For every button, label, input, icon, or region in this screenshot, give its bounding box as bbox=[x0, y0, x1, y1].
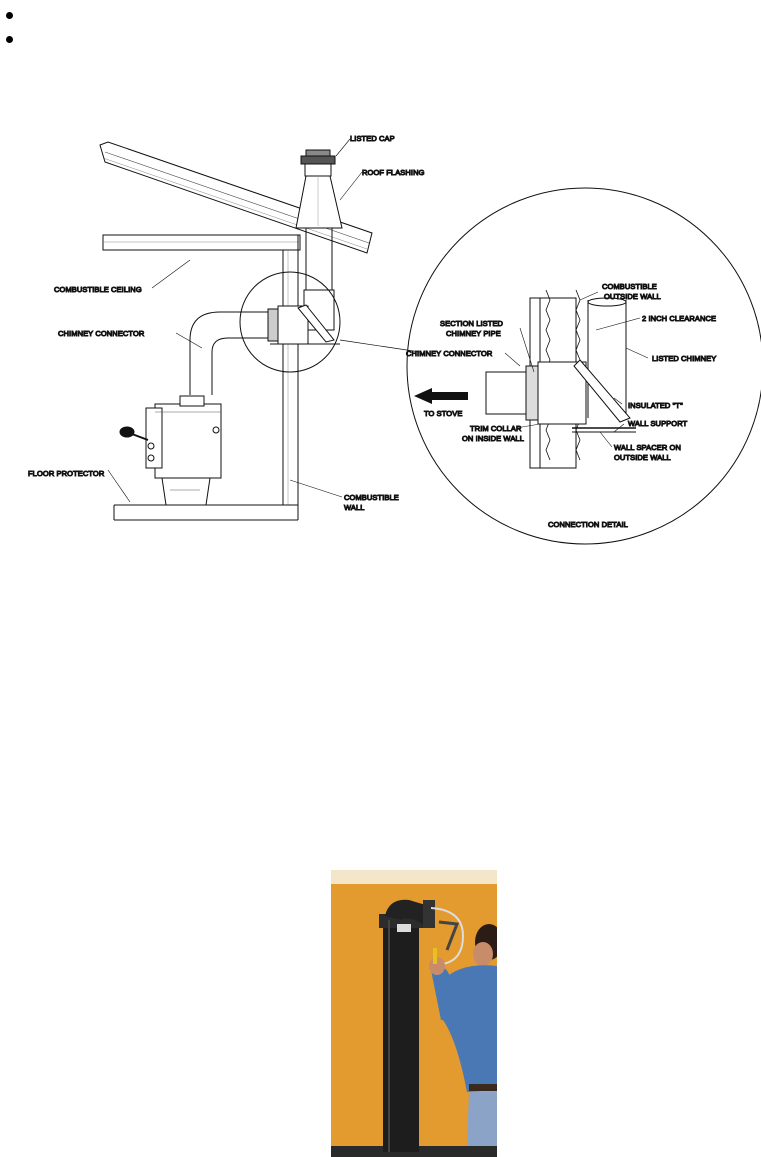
label-floor-protector: FLOOR PROTECTOR bbox=[28, 469, 105, 478]
label-combustible-outside-wall: OUTSIDE WALL bbox=[604, 292, 661, 301]
label-roof-flashing: ROOF FLASHING bbox=[362, 168, 425, 177]
label-section-listed: SECTION LISTED bbox=[440, 319, 504, 328]
label-combustible-wall: COMBUSTIBLE bbox=[344, 493, 399, 502]
label-combustible-ceiling: COMBUSTIBLE CEILING bbox=[54, 285, 142, 294]
installation-photo bbox=[331, 870, 497, 1157]
label-wall-support: WALL SUPPORT bbox=[628, 419, 688, 428]
label-combustible-outside-wall: COMBUSTIBLE bbox=[602, 282, 657, 291]
label-listed-cap: LISTED CAP bbox=[350, 134, 395, 143]
label-trim-collar: TRIM COLLAR bbox=[470, 424, 522, 433]
label-connection-detail: CONNECTION DETAIL bbox=[548, 520, 628, 529]
chimney-cap bbox=[296, 150, 342, 228]
label-trim-collar: ON INSIDE WALL bbox=[462, 434, 524, 443]
label-chimney-connector: CHIMNEY CONNECTOR bbox=[58, 329, 145, 338]
label-detail-chimney-connector: CHIMNEY CONNECTOR bbox=[406, 349, 493, 358]
floor bbox=[114, 505, 298, 520]
label-listed-chimney: LISTED CHIMNEY bbox=[652, 354, 717, 363]
label-combustible-wall: WALL bbox=[344, 503, 365, 512]
label-to-stove: TO STOVE bbox=[424, 409, 463, 418]
label-clearance: 2 INCH CLEARANCE bbox=[642, 314, 717, 323]
ceiling bbox=[103, 235, 300, 250]
label-wall-spacer: WALL SPACER ON bbox=[614, 443, 681, 452]
to-stove-arrow-icon bbox=[414, 388, 468, 404]
label-section-listed: CHIMNEY PIPE bbox=[446, 329, 501, 338]
detail-connector bbox=[486, 360, 636, 432]
wood-stove bbox=[120, 396, 221, 505]
label-insulated-t: INSULATED "T" bbox=[628, 401, 683, 410]
label-wall-spacer: OUTSIDE WALL bbox=[614, 453, 671, 462]
combustible-wall bbox=[283, 235, 298, 520]
